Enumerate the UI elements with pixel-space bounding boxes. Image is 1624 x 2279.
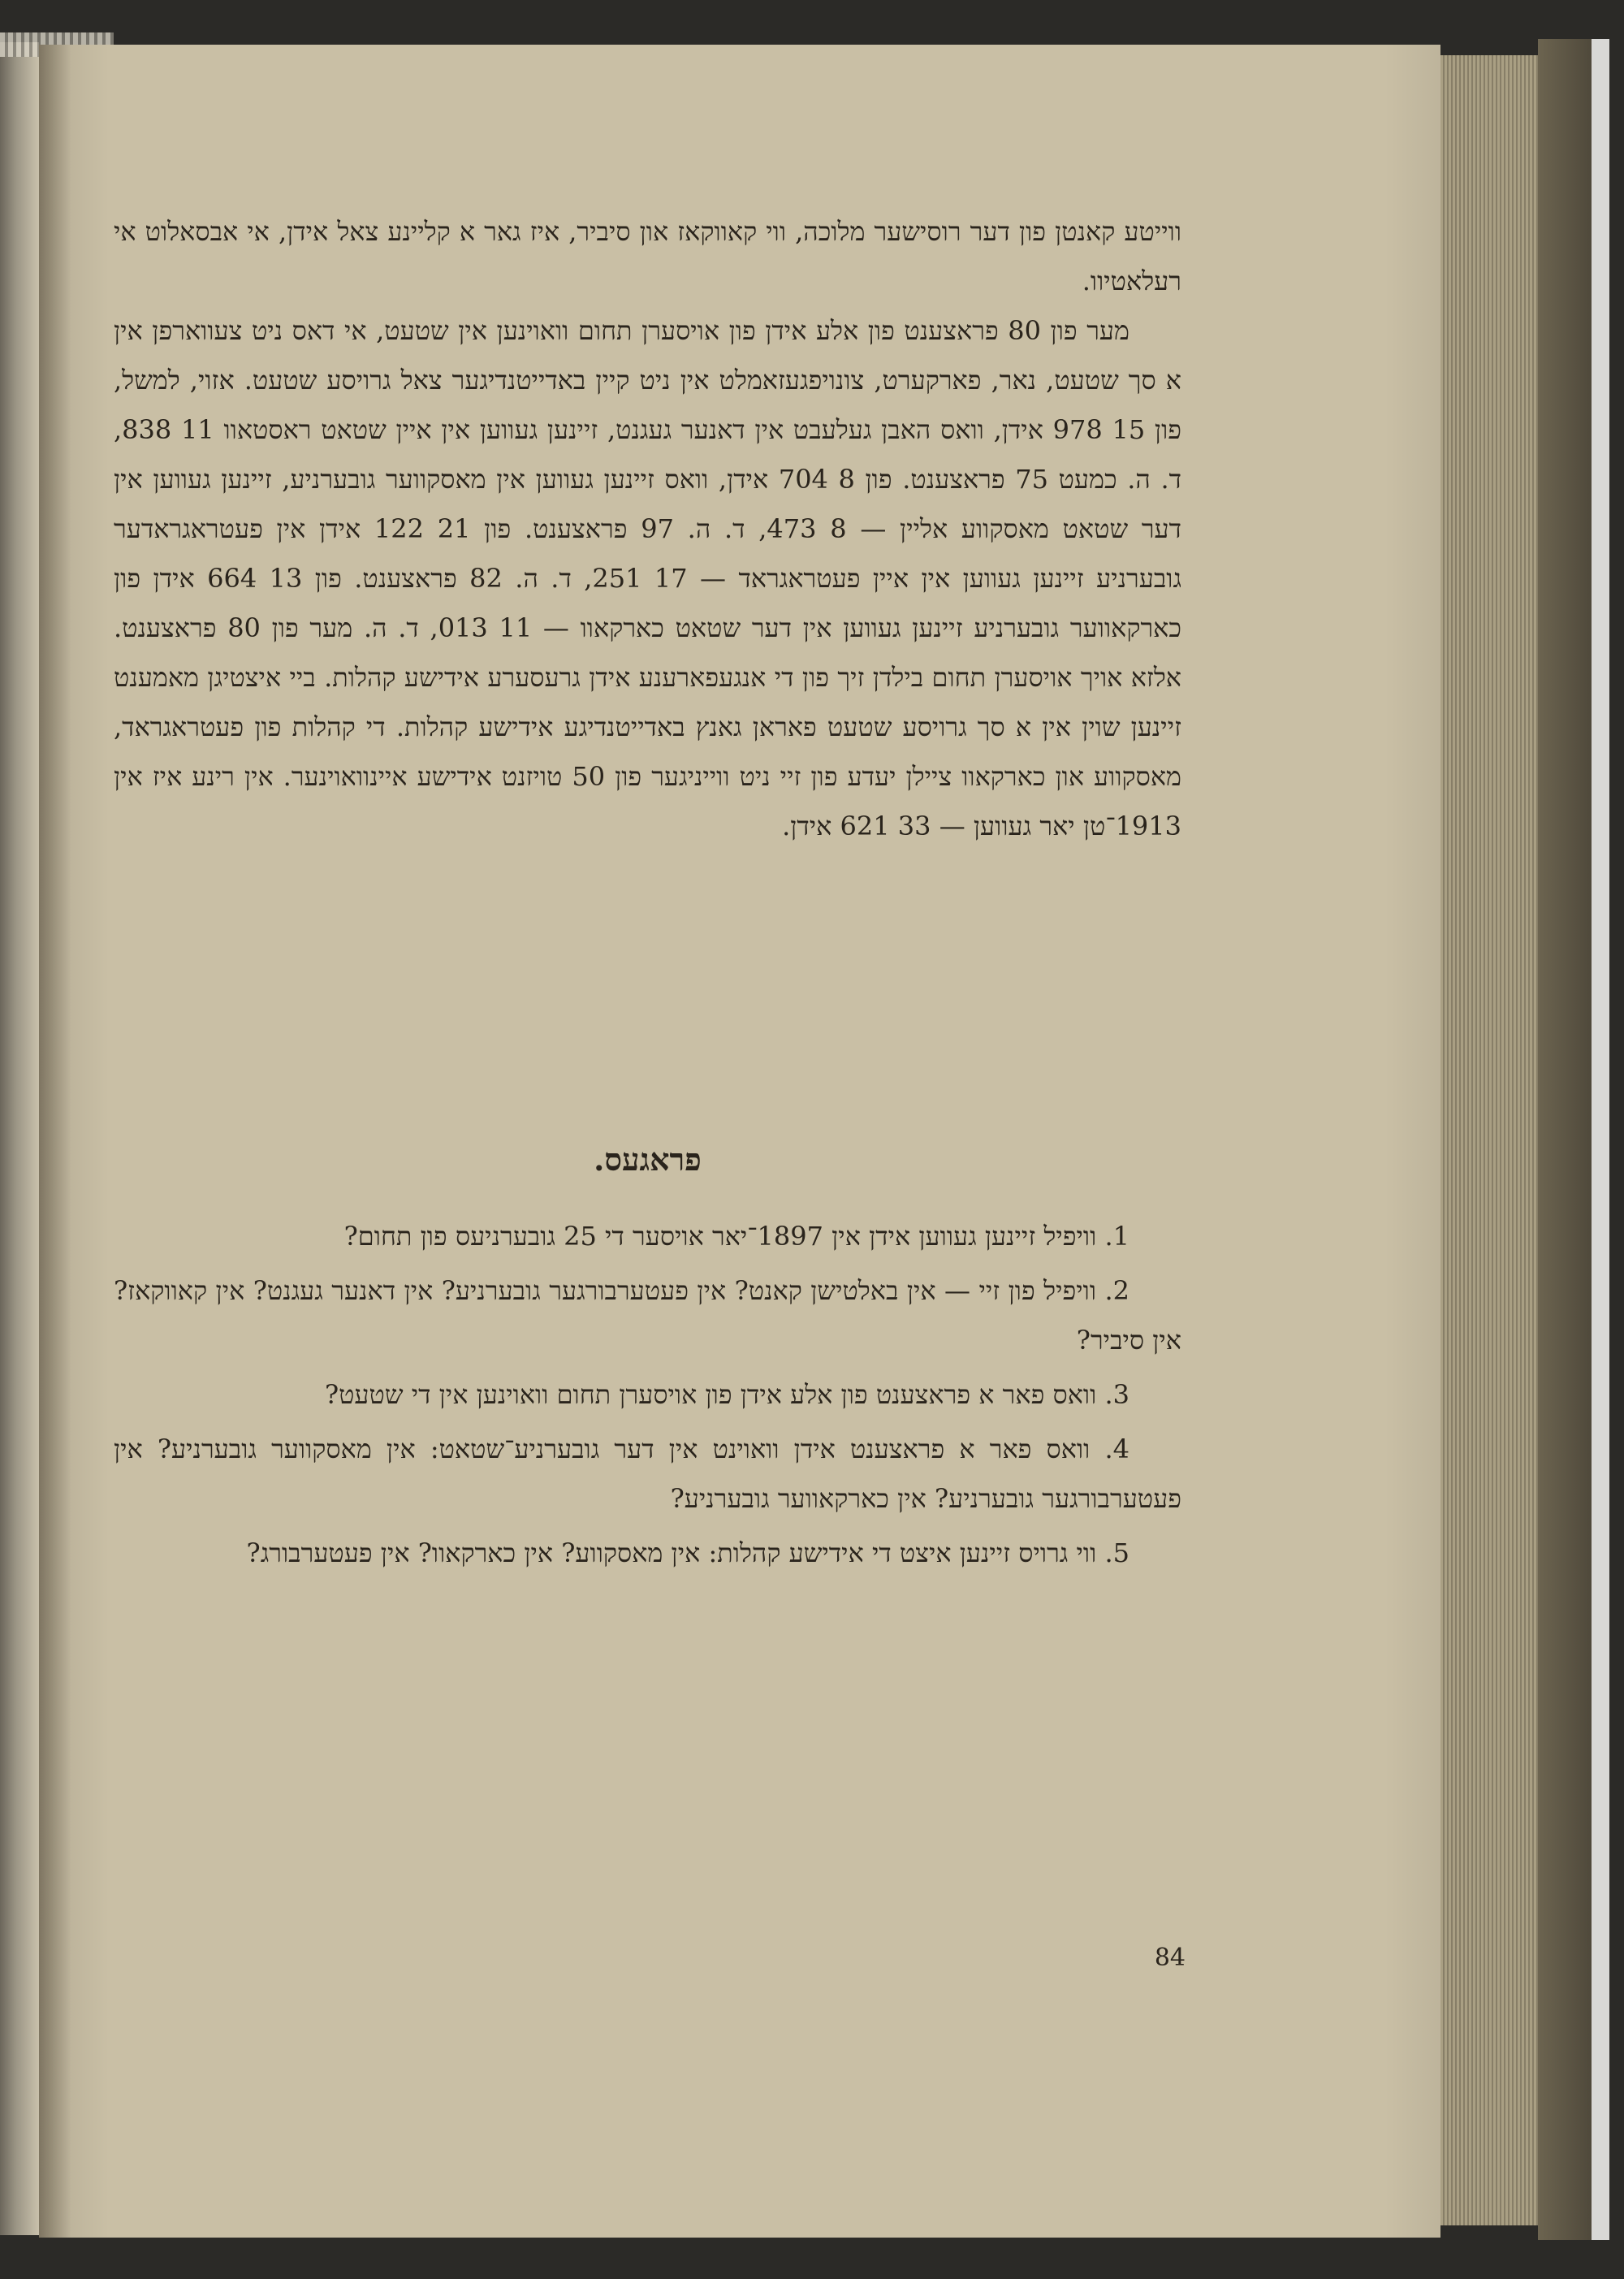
question-text: וואס פאר א פראצענט אידן וואוינט אין דער גובערניע־שטאט: אין מאסקווער גובערניע? אין פעטערבורגער גובערניע? אין כארקאווער גובערניע? bbox=[114, 1434, 1181, 1514]
left-page-edge bbox=[0, 42, 39, 2235]
question-item bbox=[114, 1425, 1181, 1524]
paragraph-1: ווייטע קאנטן פון דער רוסישער מלוכה, ווי קאווקאז און סיביר, איז גאר א קליינע צאל אידן, אי אבסאלוט אי רעלאטיוו. bbox=[114, 216, 1181, 296]
question-number: 2. bbox=[1104, 1275, 1130, 1306]
page-number: 84 bbox=[1154, 1944, 1186, 1972]
body-text bbox=[114, 207, 1181, 851]
paragraph-2: מער פון 80 פראצענט פון אלע אידן פון אויסערן תחום וואוינען אין שטעט, אי דאס ניט צעווארפן אין א סך שטעט, נאר, פארקערט, צונויפגעזאמלט אין ניט קיין באדייטנדיגער צאל גרויסע שטעט. אזוי, למשל, פון 15 978 אידן, וואס האבן געלעבט אין דאנער געגנט, זיינען געווען אין איין שטאט ראסטאוו 11 838, ד. ה. כמעט 75 פראצענט. פון 8 704 אידן, וואס זיינען געווען אין מאסקווער גובערניע, זיינען געווען אין דער שטאט מאסקווע אליין — 8 473, ד. ה. 97 פראצענט. פון 21 122 אידן אין פעטראגראדער גובערניע זיינען געווען אין איין פעטראגראד — 17 251, ד. ה. 82 פראצענט. פון 13 664 אידן פון כארקאווער גובערניע זיינען געווען אין דער שטאט כארקאוו — 11 013, ד. ה. מער פון 80 פראצענט. אלזא אויך אויסערן תחום בילדן זיך פון די אנגעפארענע אידן גרעסערע אידישע קהלות. ביי איצטיגן מאמענט זיינען שוין אין א סך גרויסע שטעט פאראן גאנץ באדייטנדיגע אידישע קהלות. די קהלות פון פעטראגראד, מאסקווע און כארקאוו ציילן יעדע פון זיי ניט ווייניגער פון 50 טויזנט אידישע איינוואוינער. אין רינע איז אין 1913־טן יאר געווען — 33 621 אידן. bbox=[114, 315, 1182, 841]
question-item bbox=[114, 1529, 1181, 1578]
flyleaf-edge bbox=[1592, 39, 1609, 2240]
page-gutter-shadow bbox=[39, 45, 71, 2238]
question-text: וויפיל פון זיי — אין באלטישן קאנט? אין פעטערבורגער גובערניע? אין דאנער געגנט? אין קאווקאז? אין סיביר? bbox=[114, 1275, 1181, 1356]
questions-heading: פראגעס. bbox=[594, 1141, 702, 1178]
question-item bbox=[114, 1370, 1181, 1420]
question-item bbox=[114, 1212, 1181, 1261]
question-text: וויפיל זיינען געווען אידן אין 1897־יאר אויסער די 25 גובערניעס פון תחום? bbox=[343, 1221, 1097, 1252]
question-number: 1. bbox=[1104, 1221, 1129, 1252]
question-number: 4. bbox=[1104, 1434, 1130, 1464]
questions-list bbox=[114, 1212, 1181, 1583]
question-text: ווי גרויס זיינען איצט די אידישע קהלות: אין מאסקווע? אין כארקאוו? אין פעטערבורג? bbox=[246, 1537, 1097, 1568]
question-number: 3. bbox=[1104, 1379, 1129, 1410]
question-item bbox=[114, 1266, 1181, 1365]
question-text: וואס פאר א פראצענט פון אלע אידן פון אויסערן תחום וואוינען אין די שטעט? bbox=[324, 1379, 1097, 1410]
page-edges bbox=[1440, 55, 1538, 2225]
question-number: 5. bbox=[1104, 1537, 1129, 1568]
